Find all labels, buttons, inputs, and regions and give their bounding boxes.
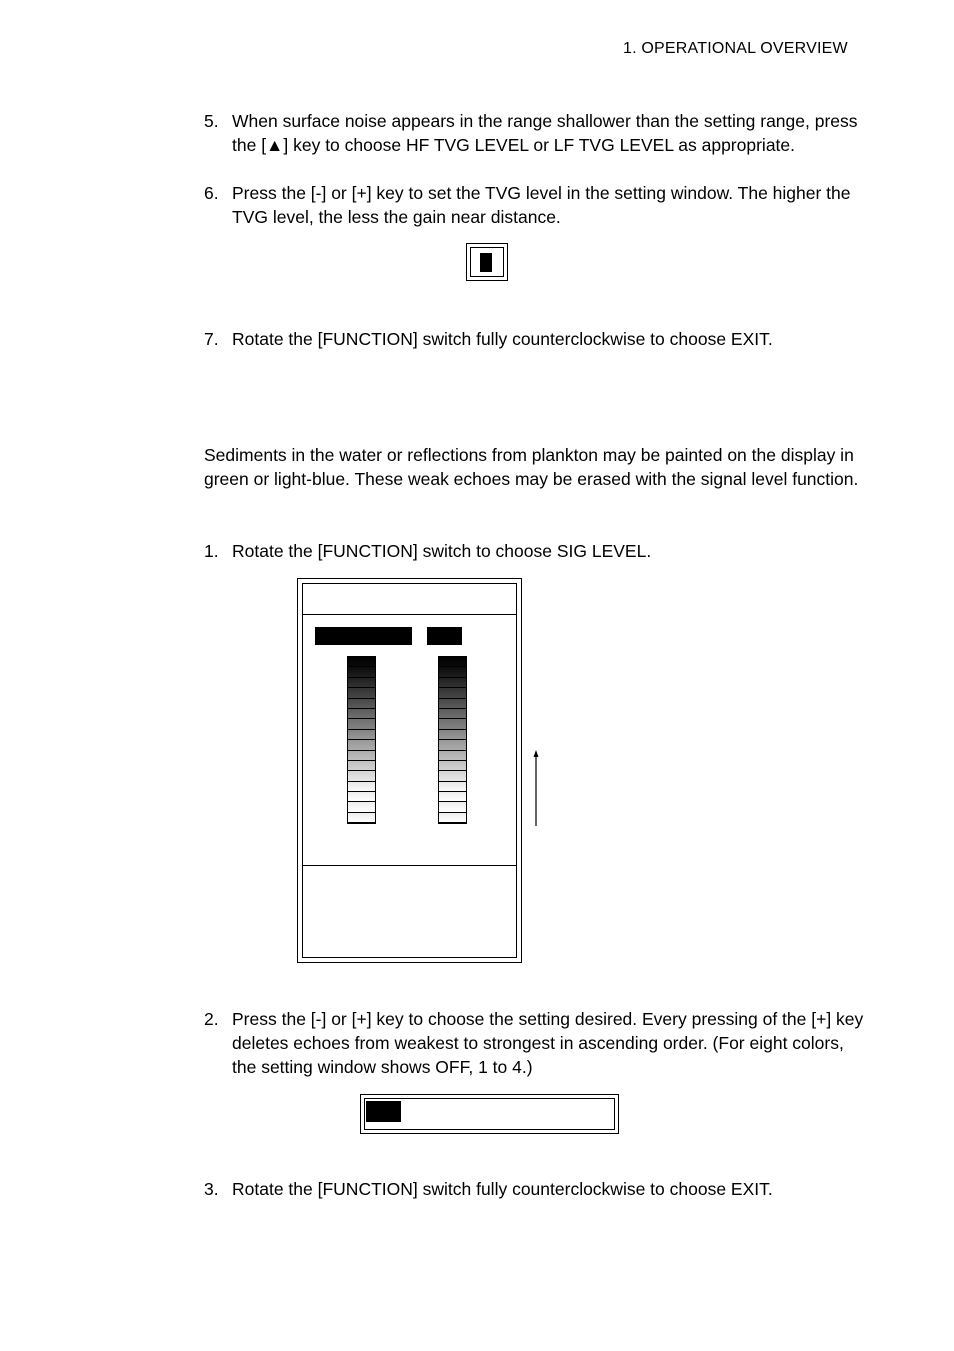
scale-cell	[439, 792, 466, 802]
sig-level-setting-window	[360, 1094, 619, 1134]
scale-cell	[439, 667, 466, 677]
scale-cell	[348, 667, 375, 677]
scale-cell	[348, 709, 375, 719]
step-text: Press the [-] or [+] key to choose the setting desired. Every pressing of the [+] key deletes echoes from weakest to strongest in ascending order. (For eight colors, the setting window shows OFF, 1 to 4.)	[232, 1009, 864, 1077]
scale-cell	[439, 761, 466, 771]
scale-cell	[348, 751, 375, 761]
scale-cell	[439, 740, 466, 750]
tvg-level-indicator	[480, 253, 492, 272]
color-scale-right	[438, 656, 467, 824]
step-number: 3.	[204, 1179, 219, 1199]
scale-cell	[439, 699, 466, 709]
scale-cell	[348, 699, 375, 709]
scale-cell	[439, 709, 466, 719]
scale-cell	[439, 751, 466, 761]
scale-cell	[439, 678, 466, 688]
scale-cell	[348, 678, 375, 688]
scale-cell	[348, 813, 375, 823]
step-text: Rotate the [FUNCTION] switch fully counterclockwise to choose EXIT.	[232, 1179, 773, 1199]
chapter-header: 1. OPERATIONAL OVERVIEW	[623, 40, 848, 57]
step-number: 5.	[204, 111, 219, 131]
menu-divider	[303, 865, 516, 866]
menu-item-highlight[interactable]	[315, 627, 412, 645]
menu-value-highlight[interactable]	[427, 627, 462, 645]
color-scale-left	[347, 656, 376, 824]
scale-cell	[348, 740, 375, 750]
step-text: When surface noise appears in the range shallower than the setting range, press the [▲] key to choose HF TVG LEVEL or LF TVG LEVEL as appropriate.	[232, 111, 858, 155]
step-number: 1.	[204, 541, 219, 561]
scale-cell	[439, 719, 466, 729]
sig-level-intro: Sediments in the water or reflections from plankton may be painted on the display in green or light-blue. These weak echoes may be erased with the signal level function.	[204, 445, 859, 489]
scale-cell	[439, 657, 466, 667]
scale-cell	[439, 782, 466, 792]
scale-cell	[348, 802, 375, 812]
scale-cell	[348, 730, 375, 740]
scale-cell	[439, 802, 466, 812]
scale-cell	[439, 771, 466, 781]
scale-cell	[348, 719, 375, 729]
scale-cell	[348, 688, 375, 698]
scale-cell	[348, 782, 375, 792]
scale-cell	[439, 688, 466, 698]
step-text: Rotate the [FUNCTION] switch to choose SIG LEVEL.	[232, 541, 652, 561]
step-number: 7.	[204, 329, 219, 349]
sig-level-menu	[297, 578, 522, 963]
scale-cell	[348, 771, 375, 781]
menu-title-bar	[303, 584, 516, 615]
scale-cell	[439, 813, 466, 823]
step-text: Rotate the [FUNCTION] switch fully counterclockwise to choose EXIT.	[232, 329, 773, 349]
scale-cell	[348, 657, 375, 667]
step-text: Press the [-] or [+] key to set the TVG level in the setting window. The higher the TVG level, the less the gain near distance.	[232, 183, 851, 227]
step-number: 6.	[204, 183, 219, 203]
sig-level-indicator	[366, 1101, 401, 1122]
tvg-setting-window	[466, 243, 508, 281]
menu-frame	[302, 583, 517, 958]
sig-window-frame	[364, 1098, 615, 1130]
up-arrow-icon	[530, 750, 542, 826]
scale-cell	[439, 730, 466, 740]
step-number: 2.	[204, 1009, 219, 1029]
scale-cell	[348, 761, 375, 771]
scale-cell	[348, 792, 375, 802]
